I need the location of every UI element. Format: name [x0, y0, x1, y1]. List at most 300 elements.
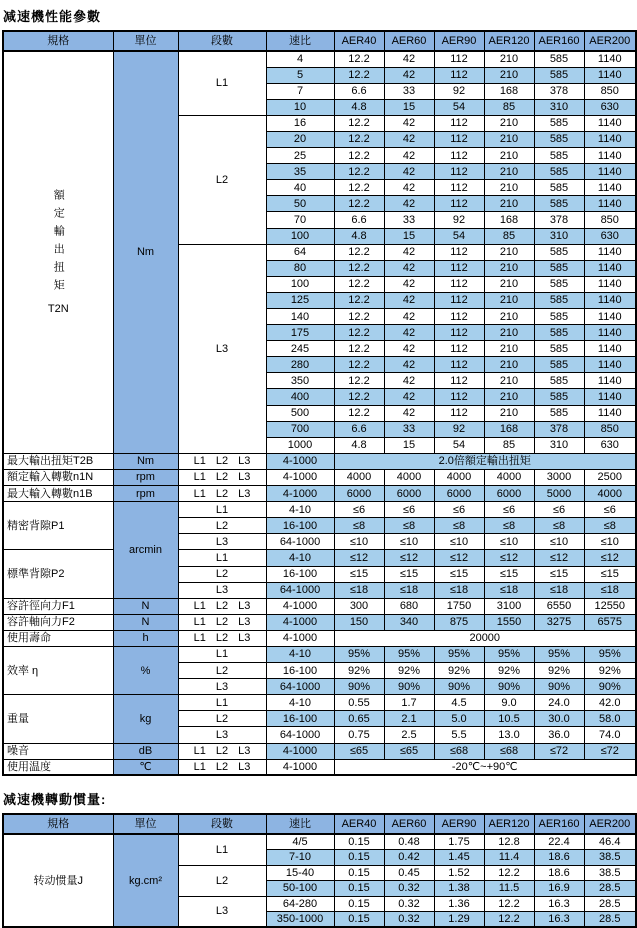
spec-label: 額定輸出扭矩 [52, 189, 65, 298]
spec-label: 噪音 [3, 743, 113, 759]
value-cell: 112 [434, 51, 484, 67]
value-cell: 12.2 [334, 180, 384, 196]
value-cell: 1140 [584, 131, 636, 147]
value-cell: 10 [266, 99, 334, 115]
value-cell: 0.32 [384, 896, 434, 912]
value-cell: 90% [584, 679, 636, 695]
value-cell: 15-40 [266, 865, 334, 881]
stage-cell: L3 [178, 244, 266, 453]
value-cell: 13.0 [484, 727, 534, 743]
value-cell: 210 [484, 51, 534, 67]
value-cell: 12.2 [334, 389, 384, 405]
unit-cell: kg [113, 695, 178, 743]
value-cell: 3275 [534, 614, 584, 630]
value-cell: 112 [434, 309, 484, 325]
value-cell: 12.2 [334, 357, 384, 373]
value-cell: 46.4 [584, 834, 636, 850]
value-cell: 85 [484, 228, 534, 244]
value-cell: 1140 [584, 51, 636, 67]
value-cell: 4.8 [334, 228, 384, 244]
value-cell: 300 [334, 598, 384, 614]
value-cell: 42 [384, 341, 434, 357]
value-cell: 168 [484, 83, 534, 99]
stage-cell: L2 [178, 115, 266, 244]
unit-cell: ℃ [113, 759, 178, 775]
value-cell: 168 [484, 421, 534, 437]
value-cell: 6000 [434, 486, 484, 502]
stage-cell: L3 [178, 727, 266, 743]
value-cell: 20 [266, 131, 334, 147]
stage-cell: L3 [178, 534, 266, 550]
value-cell: 22.4 [534, 834, 584, 850]
value-cell: ≤15 [484, 566, 534, 582]
value-cell: 15 [384, 437, 434, 453]
value-cell: ≤15 [534, 566, 584, 582]
stage-cell: L1 L2 L3 [178, 598, 266, 614]
value-cell: 24.0 [534, 695, 584, 711]
value-cell: 90% [484, 679, 534, 695]
value-cell: 12.2 [484, 896, 534, 912]
value-cell: 0.55 [334, 695, 384, 711]
column-header: AER90 [434, 814, 484, 834]
value-cell: 92% [534, 663, 584, 679]
table-row [3, 759, 636, 775]
stage-cell: L2 [178, 865, 266, 896]
value-cell: 54 [434, 437, 484, 453]
spec-label: 重量 [3, 695, 113, 743]
value-cell: 168 [484, 212, 534, 228]
value-cell: 30.0 [534, 711, 584, 727]
value-cell: 16.3 [534, 912, 584, 928]
value-cell: 585 [534, 373, 584, 389]
value-cell: 700 [266, 421, 334, 437]
value-cell: ≤12 [334, 550, 384, 566]
value-cell: 0.48 [384, 834, 434, 850]
stage-cell: L1 [178, 51, 266, 115]
column-header: 速比 [266, 31, 334, 51]
table-row [3, 598, 636, 614]
value-cell: 310 [534, 228, 584, 244]
value-cell: 0.15 [334, 850, 384, 866]
value-cell: 16.3 [534, 896, 584, 912]
value-cell: 1140 [584, 276, 636, 292]
value-cell: 1.38 [434, 881, 484, 897]
value-cell: 12.2 [334, 260, 384, 276]
column-header: AER40 [334, 814, 384, 834]
stage-cell: L1 [178, 695, 266, 711]
value-cell: 125 [266, 292, 334, 308]
value-cell: 2.0倍額定輸出扭矩 [334, 453, 636, 469]
value-cell: 0.32 [384, 912, 434, 928]
value-cell: 4-1000 [266, 453, 334, 469]
value-cell: 4-1000 [266, 598, 334, 614]
value-cell: 70 [266, 212, 334, 228]
value-cell: 585 [534, 357, 584, 373]
value-cell: 1140 [584, 164, 636, 180]
value-cell: 38.5 [584, 850, 636, 866]
value-cell: 1140 [584, 260, 636, 276]
value-cell: 1140 [584, 148, 636, 164]
value-cell: 92% [584, 663, 636, 679]
value-cell: ≤18 [484, 582, 534, 598]
value-cell: 40 [266, 180, 334, 196]
value-cell: ≤8 [484, 518, 534, 534]
value-cell: 585 [534, 67, 584, 83]
value-cell: 6.6 [334, 83, 384, 99]
value-cell: 0.75 [334, 727, 384, 743]
value-cell: 64-1000 [266, 582, 334, 598]
value-cell: ≤15 [434, 566, 484, 582]
value-cell: 112 [434, 131, 484, 147]
value-cell: 1000 [266, 437, 334, 453]
spec-symbol: T2N [47, 303, 69, 316]
value-cell: 1140 [584, 115, 636, 131]
value-cell: 112 [434, 196, 484, 212]
value-cell: 42 [384, 309, 434, 325]
value-cell: 1140 [584, 357, 636, 373]
table-row [3, 51, 636, 67]
value-cell: 875 [434, 614, 484, 630]
value-cell: 1140 [584, 309, 636, 325]
value-cell: ≤72 [584, 743, 636, 759]
value-cell: 92% [384, 663, 434, 679]
value-cell: 850 [584, 83, 636, 99]
value-cell: 25 [266, 148, 334, 164]
value-cell: 6000 [384, 486, 434, 502]
value-cell: 12.2 [334, 325, 384, 341]
value-cell: 5.0 [434, 711, 484, 727]
value-cell: ≤65 [334, 743, 384, 759]
value-cell: 42 [384, 115, 434, 131]
value-cell: 92 [434, 421, 484, 437]
table-row [3, 453, 636, 469]
value-cell: ≤18 [434, 582, 484, 598]
value-cell: 54 [434, 228, 484, 244]
value-cell: 4-10 [266, 502, 334, 518]
value-cell: 5 [266, 67, 334, 83]
value-cell: 42 [384, 67, 434, 83]
value-cell: 500 [266, 405, 334, 421]
spec-label: 使用壽命 [3, 630, 113, 646]
value-cell: 16 [266, 115, 334, 131]
value-cell: 1.7 [384, 695, 434, 711]
value-cell: 64-280 [266, 896, 334, 912]
value-cell: 58.0 [584, 711, 636, 727]
performance-table [2, 30, 637, 776]
value-cell: 1.75 [434, 834, 484, 850]
column-header: 段數 [178, 31, 266, 51]
value-cell: 585 [534, 276, 584, 292]
value-cell: 1140 [584, 67, 636, 83]
value-cell: 18.6 [534, 865, 584, 881]
value-cell: 36.0 [534, 727, 584, 743]
value-cell: ≤12 [534, 550, 584, 566]
value-cell: 112 [434, 276, 484, 292]
value-cell: 340 [384, 614, 434, 630]
value-cell: 11.4 [484, 850, 534, 866]
value-cell: 1.36 [434, 896, 484, 912]
value-cell: 112 [434, 292, 484, 308]
value-cell: 585 [534, 325, 584, 341]
value-cell: 33 [384, 212, 434, 228]
spec-label: 容許軸向力F2 [3, 614, 113, 630]
value-cell: 850 [584, 421, 636, 437]
value-cell: 4 [266, 51, 334, 67]
value-cell: ≤65 [384, 743, 434, 759]
column-header: AER160 [534, 31, 584, 51]
value-cell: ≤12 [434, 550, 484, 566]
column-header: 單位 [113, 31, 178, 51]
value-cell: 42 [384, 131, 434, 147]
value-cell: 42 [384, 405, 434, 421]
value-cell: 50 [266, 196, 334, 212]
value-cell: 74.0 [584, 727, 636, 743]
unit-cell: % [113, 646, 178, 694]
value-cell: 4-10 [266, 695, 334, 711]
value-cell: 585 [534, 405, 584, 421]
spec-label: 額定輸入轉數n1N [3, 469, 113, 485]
value-cell: 585 [534, 131, 584, 147]
value-cell: 4-1000 [266, 469, 334, 485]
value-cell: 9.0 [484, 695, 534, 711]
value-cell: ≤12 [384, 550, 434, 566]
value-cell: 585 [534, 180, 584, 196]
value-cell: 10.5 [484, 711, 534, 727]
column-header: AER120 [484, 31, 534, 51]
value-cell: 310 [534, 437, 584, 453]
value-cell: 112 [434, 389, 484, 405]
value-cell: 42 [384, 164, 434, 180]
value-cell: 64-1000 [266, 534, 334, 550]
value-cell: 245 [266, 341, 334, 357]
value-cell: ≤18 [384, 582, 434, 598]
value-cell: 175 [266, 325, 334, 341]
table-row [3, 550, 636, 566]
value-cell: 7 [266, 83, 334, 99]
value-cell: ≤10 [434, 534, 484, 550]
unit-cell: h [113, 630, 178, 646]
value-cell: 585 [534, 244, 584, 260]
value-cell: 0.42 [384, 850, 434, 866]
value-cell: 90% [434, 679, 484, 695]
value-cell: 95% [434, 646, 484, 662]
spec-label-vertical [3, 51, 113, 453]
value-cell: 210 [484, 148, 534, 164]
value-cell: 42.0 [584, 695, 636, 711]
value-cell: 210 [484, 196, 534, 212]
value-cell: 378 [534, 83, 584, 99]
value-cell: 112 [434, 405, 484, 421]
value-cell: 680 [384, 598, 434, 614]
value-cell: 112 [434, 244, 484, 260]
value-cell: 42 [384, 148, 434, 164]
value-cell: 4.5 [434, 695, 484, 711]
value-cell: 5000 [534, 486, 584, 502]
value-cell: 12.2 [334, 309, 384, 325]
spec-label: 容許徑向力F1 [3, 598, 113, 614]
value-cell: ≤18 [584, 582, 636, 598]
value-cell: 1.52 [434, 865, 484, 881]
stage-cell: L1 [178, 646, 266, 662]
value-cell: 630 [584, 228, 636, 244]
value-cell: 210 [484, 292, 534, 308]
value-cell: 112 [434, 67, 484, 83]
value-cell: 92% [334, 663, 384, 679]
value-cell: 50-100 [266, 881, 334, 897]
value-cell: 112 [434, 357, 484, 373]
value-cell: 585 [534, 196, 584, 212]
value-cell: 92% [434, 663, 484, 679]
unit-cell: arcmin [113, 502, 178, 599]
table-row [3, 469, 636, 485]
column-header: AER90 [434, 31, 484, 51]
value-cell: ≤10 [534, 534, 584, 550]
value-cell: 112 [434, 341, 484, 357]
value-cell: 6575 [584, 614, 636, 630]
value-cell: 4-1000 [266, 486, 334, 502]
value-cell: 0.45 [384, 865, 434, 881]
column-header: AER160 [534, 814, 584, 834]
value-cell: ≤6 [434, 502, 484, 518]
page-title-inertia: 减速機轉動慣量: [3, 792, 107, 808]
value-cell: 33 [384, 83, 434, 99]
unit-cell: kg.cm² [113, 834, 178, 927]
value-cell: 4-10 [266, 646, 334, 662]
value-cell: 90% [334, 679, 384, 695]
value-cell: 585 [534, 260, 584, 276]
column-header: AER120 [484, 814, 534, 834]
value-cell: 1140 [584, 196, 636, 212]
value-cell: ≤6 [534, 502, 584, 518]
unit-cell: Nm [113, 51, 178, 453]
value-cell: 80 [266, 260, 334, 276]
spec-label: 转动惯量J [3, 834, 113, 927]
unit-cell: N [113, 614, 178, 630]
value-cell: 12550 [584, 598, 636, 614]
value-cell: 210 [484, 276, 534, 292]
value-cell: 54 [434, 99, 484, 115]
value-cell: 28.5 [584, 881, 636, 897]
value-cell: 4-1000 [266, 630, 334, 646]
stage-cell: L2 [178, 566, 266, 582]
column-header: AER40 [334, 31, 384, 51]
stage-cell: L2 [178, 518, 266, 534]
value-cell: 3100 [484, 598, 534, 614]
table-row [3, 743, 636, 759]
column-header: 段數 [178, 814, 266, 834]
unit-cell: N [113, 598, 178, 614]
value-cell: 12.2 [334, 373, 384, 389]
value-cell: ≤12 [484, 550, 534, 566]
value-cell: 12.2 [484, 865, 534, 881]
value-cell: ≤8 [584, 518, 636, 534]
value-cell: ≤68 [484, 743, 534, 759]
table-row [3, 486, 636, 502]
stage-cell: L1 L2 L3 [178, 486, 266, 502]
value-cell: 210 [484, 115, 534, 131]
value-cell: 2.5 [384, 727, 434, 743]
value-cell: 100 [266, 228, 334, 244]
value-cell: 100 [266, 276, 334, 292]
value-cell: 7-10 [266, 850, 334, 866]
value-cell: 12.2 [334, 131, 384, 147]
value-cell: 350-1000 [266, 912, 334, 928]
value-cell: ≤10 [384, 534, 434, 550]
value-cell: 4.8 [334, 437, 384, 453]
value-cell: 42 [384, 389, 434, 405]
value-cell: 2500 [584, 469, 636, 485]
value-cell: 4/5 [266, 834, 334, 850]
value-cell: 35 [266, 164, 334, 180]
value-cell: 0.15 [334, 834, 384, 850]
value-cell: ≤8 [334, 518, 384, 534]
value-cell: 1750 [434, 598, 484, 614]
value-cell: 15 [384, 228, 434, 244]
value-cell: 12.8 [484, 834, 534, 850]
value-cell: 33 [384, 421, 434, 437]
value-cell: 92 [434, 83, 484, 99]
value-cell: 585 [534, 292, 584, 308]
value-cell: 12.2 [484, 912, 534, 928]
value-cell: 850 [584, 212, 636, 228]
value-cell: 1140 [584, 244, 636, 260]
value-cell: 64-1000 [266, 679, 334, 695]
value-cell: 85 [484, 99, 534, 115]
value-cell: 0.15 [334, 896, 384, 912]
value-cell: ≤10 [334, 534, 384, 550]
value-cell: 585 [534, 115, 584, 131]
column-header: 單位 [113, 814, 178, 834]
value-cell: 95% [584, 646, 636, 662]
value-cell: 1140 [584, 405, 636, 421]
value-cell: -20℃~+90℃ [334, 759, 636, 775]
value-cell: 6.6 [334, 212, 384, 228]
unit-cell: Nm [113, 453, 178, 469]
value-cell: 4-10 [266, 550, 334, 566]
value-cell: 112 [434, 164, 484, 180]
value-cell: 95% [484, 646, 534, 662]
value-cell: 0.15 [334, 865, 384, 881]
value-cell: 42 [384, 357, 434, 373]
value-cell: 6000 [484, 486, 534, 502]
value-cell: 6550 [534, 598, 584, 614]
value-cell: 400 [266, 389, 334, 405]
stage-cell: L3 [178, 582, 266, 598]
value-cell: 140 [266, 309, 334, 325]
page-title-performance: 减速機性能參數 [3, 9, 102, 24]
value-cell: 42 [384, 276, 434, 292]
value-cell: 210 [484, 67, 534, 83]
value-cell: 12.2 [334, 51, 384, 67]
value-cell: 4000 [384, 469, 434, 485]
value-cell: 16-100 [266, 566, 334, 582]
inertia-table [2, 813, 637, 928]
value-cell: 585 [534, 341, 584, 357]
value-cell: 210 [484, 325, 534, 341]
column-header: AER200 [584, 814, 636, 834]
value-cell: 42 [384, 260, 434, 276]
value-cell: 3000 [534, 469, 584, 485]
value-cell: 0.15 [334, 912, 384, 928]
value-cell: 1140 [584, 325, 636, 341]
value-cell: 42 [384, 292, 434, 308]
value-cell: ≤6 [584, 502, 636, 518]
spec-label: 標準背隙P2 [3, 550, 113, 598]
unit-cell: dB [113, 743, 178, 759]
value-cell: 85 [484, 437, 534, 453]
value-cell: 210 [484, 131, 534, 147]
stage-cell: L3 [178, 679, 266, 695]
